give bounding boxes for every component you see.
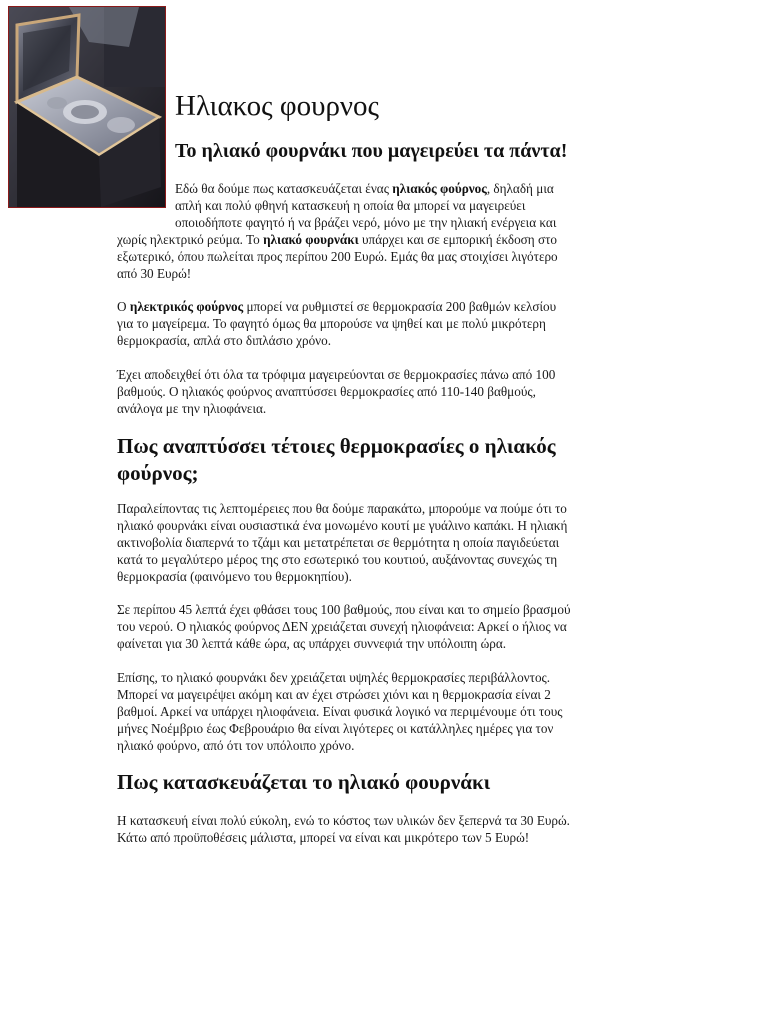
electric-line-1 — [117, 298, 556, 315]
construction-paragraph — [117, 812, 570, 846]
heading-line-1: Πως αναπτύσσει τέτοιες θερμοκρασίες ο ηλιακός — [117, 434, 556, 458]
details-paragraph — [117, 500, 567, 585]
text: υπάρχει και σε εμπορική έκδοση στο — [358, 232, 557, 247]
details-line-5: θερμοκρασία (φαινόμενο του θερμοκηπίου). — [117, 569, 352, 584]
construction-line-2: Κάτω από προϋποθέσεις μάλιστα, μπορεί να είναι και μικρότερο των 5 Ευρώ! — [117, 830, 530, 845]
details-line-1: Παραλείποντας τις λεπτομέρειες που θα δούμε παρακάτω, μπορούμε να πούμε ότι το — [117, 501, 567, 516]
winter-line-4: μήνες Νοέμβριο έως Φεβρουάριο θα είναι λιγότερες οι κατάλληλες ημέρες για τον — [117, 721, 554, 736]
construction-line-1: Η κατασκευή είναι πολύ εύκολη, ενώ το κόστος των υλικών δεν ξεπερνά τα 30 Ευρώ. — [117, 813, 570, 828]
intro-paragraph — [175, 180, 556, 231]
intro-line-4 — [117, 231, 558, 248]
electric-line-3: θερμοκρασία, απλά στο διπλάσιο χρόνο. — [117, 333, 332, 348]
winter-line-5: ηλιακό φούρνο, από ότι τον υπόλοιπο χρόνο. — [117, 738, 355, 753]
text: , δηλαδή μια — [486, 181, 554, 196]
intro-line-5: εξωτερικό, όπου πωλείται προς περίπου 200 Ευρώ. Εμάς θα μας στοιχίσει λιγότερο — [117, 249, 558, 264]
intro-paragraph-cont — [117, 231, 558, 282]
text: χωρίς ηλεκτρικό ρεύμα. Το — [117, 232, 264, 247]
intro-line-3: οποιοδήποτε φαγητό ή να βράζει νερό, μόνο με την ηλιακή ενέργεια και — [175, 215, 557, 230]
page-title: Ηλιακος φουρνος — [175, 90, 380, 122]
proven-line-1: Έχει αποδειχθεί ότι όλα τα τρόφιμα μαγειρεύονται σε θερμοκρασίες πάνω από 100 — [117, 367, 556, 382]
page-subtitle: Το ηλιακό φουρνάκι που μαγειρεύει τα πάντα! — [175, 140, 568, 162]
proven-paragraph — [117, 366, 555, 417]
boiling-line-2: του νερού. Ο ηλιακός φούρνος ΔΕΝ χρειάζεται συνεχή ηλιοφάνεια: Αρκεί ο ήλιος να — [117, 619, 567, 634]
proven-line-2: βαθμούς. Ο ηλιακός φούρνος αναπτύσσει θερμοκρασίες από 110-140 βαθμούς, — [117, 384, 536, 399]
winter-line-2: Μπορεί να μαγειρέψει ακόμη και αν έχει στρώσει χιόνι και η θερμοκρασία είναι 2 — [117, 687, 551, 702]
section-heading-temperatures — [117, 433, 556, 487]
text: Εδώ θα δούμε πως κατασκευάζεται ένας — [175, 181, 393, 196]
bold-term: ηλιακός φούρνος — [392, 181, 487, 196]
winter-paragraph — [117, 669, 563, 754]
details-line-4: κατά το μεγαλύτερο μέρος της στο εσωτερικό του κουτιού, αυξάνοντας συνεχώς τη — [117, 552, 558, 567]
solar-oven-image — [9, 7, 165, 207]
boiling-line-1: Σε περίπου 45 λεπτά έχει φθάσει τους 100 βαθμούς, που είναι και το σημείο βρασμού — [117, 602, 571, 617]
intro-line-6: από 30 Ευρώ! — [117, 266, 192, 281]
heading-line-2: φούρνος; — [117, 461, 199, 485]
electric-paragraph — [117, 298, 556, 349]
section-heading-construction: Πως κατασκευάζεται το ηλιακό φουρνάκι — [117, 770, 491, 794]
bold-term: ηλιακό φουρνάκι — [263, 232, 359, 247]
solar-oven-photo — [8, 6, 166, 208]
text: μπορεί να ρυθμιστεί σε θερμοκρασία 200 βαθμών κελσίου — [243, 299, 557, 314]
intro-line-1 — [175, 180, 556, 197]
proven-line-3: ανάλογα με την ηλιοφάνεια. — [117, 401, 267, 416]
boiling-line-3: φαίνεται για 30 λεπτά κάθε ώρα, ας υπάρχει συννεφιά την υπόλοιπη ώρα. — [117, 636, 507, 651]
text: Ο — [117, 299, 130, 314]
bold-term: ηλεκτρικός φούρνος — [129, 299, 244, 314]
winter-line-3: βαθμοί. Αρκεί να υπάρχει ηλιοφάνεια. Είναι φυσικά λογικό να περιμένουμε ότι τους — [117, 704, 563, 719]
intro-line-2: απλή και πολύ φθηνή κατασκευή η οποία θα μπορεί να μαγειρεύει — [175, 198, 526, 213]
details-line-3: ακτινοβολία διαπερνά το τζάμι και μετατρέπεται σε θερμότητα η οποία παγιδεύεται — [117, 535, 560, 550]
electric-line-2: για το μαγείρεμα. Το φαγητό όμως θα μπορούσε να ψηθεί και με πολύ μικρότερη — [117, 316, 546, 331]
winter-line-1: Επίσης, το ηλιακό φουρνάκι δεν χρειάζεται υψηλές θερμοκρασίες περιβάλλοντος. — [117, 670, 551, 685]
details-line-2: ηλιακό φουρνάκι είναι ουσιαστικά ένα μονωμένο κουτί με γυάλινο καπάκι. Η ηλιακή — [117, 518, 568, 533]
boiling-paragraph — [117, 601, 570, 652]
